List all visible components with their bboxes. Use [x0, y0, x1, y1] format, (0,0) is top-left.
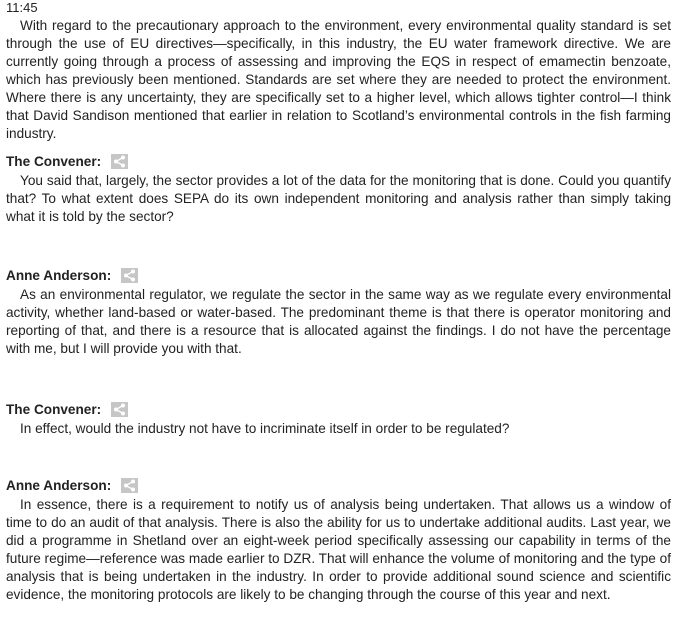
speaker-name: Anne Anderson:: [6, 267, 112, 283]
speaker-row: [6, 476, 138, 494]
speaker-row: [6, 152, 128, 170]
speaker-row: [6, 400, 128, 418]
speaker-row: [6, 266, 138, 284]
paragraph: In essence, there is a requirement to notify us of analysis being undertaken. That allows us a window of time to do an audit of that analysis. There is also the ability for us to undertake additional audits. Last year, we did a programme in Shetland over an eight-week period specifically assessing our capability in terms of the future regime—reference was made earlier to DZR. That will enhance the volume of monitoring and the type of analysis that is being undertaken in the industry. In order to provide additional sound science and scientific evidence, the monitoring protocols are likely to be changing through the course of this year and next.: [6, 497, 671, 602]
speaker-name: Anne Anderson:: [6, 477, 112, 493]
speaker-name: The Convener:: [6, 153, 102, 169]
speaker-name: The Convener:: [6, 401, 102, 417]
paragraph: As an environmental regulator, we regulate the sector in the same way as we regulate every environmental activity, whether land-based or water-based. The predominant theme is that there is operator monitoring and reporting of that, and there is a resource that is allocated against the findings. I do not have the percentage with me, but I will provide you with that.: [6, 287, 671, 356]
paragraph: You said that, largely, the sector provides a lot of the data for the monitoring that is done. Could you quantify that? To what extent does SEPA do its own independent monitoring and analysis rather than simply taking what it is told by the sector?: [6, 173, 671, 224]
share-icon[interactable]: [111, 154, 128, 169]
share-icon[interactable]: [121, 478, 138, 493]
share-icon[interactable]: [111, 402, 128, 417]
paragraph-intro: With regard to the precautionary approach to the environment, every environmental quality standard is set through the use of EU directives—specifically, in this industry, the EU water framework directive. We are currently going through a process of assessing and improving the EQS in respect of emamectin benzoate, which has previously been mentioned. Standards are set where they are needed to protect the environment. Where there is any uncertainty, they are specifically set to a higher level, which allows tighter control—I think that David Sandison mentioned that earlier in relation to Scotland’s environmental controls in the fish farming industry.: [6, 18, 671, 141]
share-icon[interactable]: [121, 268, 138, 283]
timestamp: 11:45: [6, 0, 38, 15]
paragraph: In effect, would the industry not have to incriminate itself in order to be regulated?: [20, 421, 510, 436]
